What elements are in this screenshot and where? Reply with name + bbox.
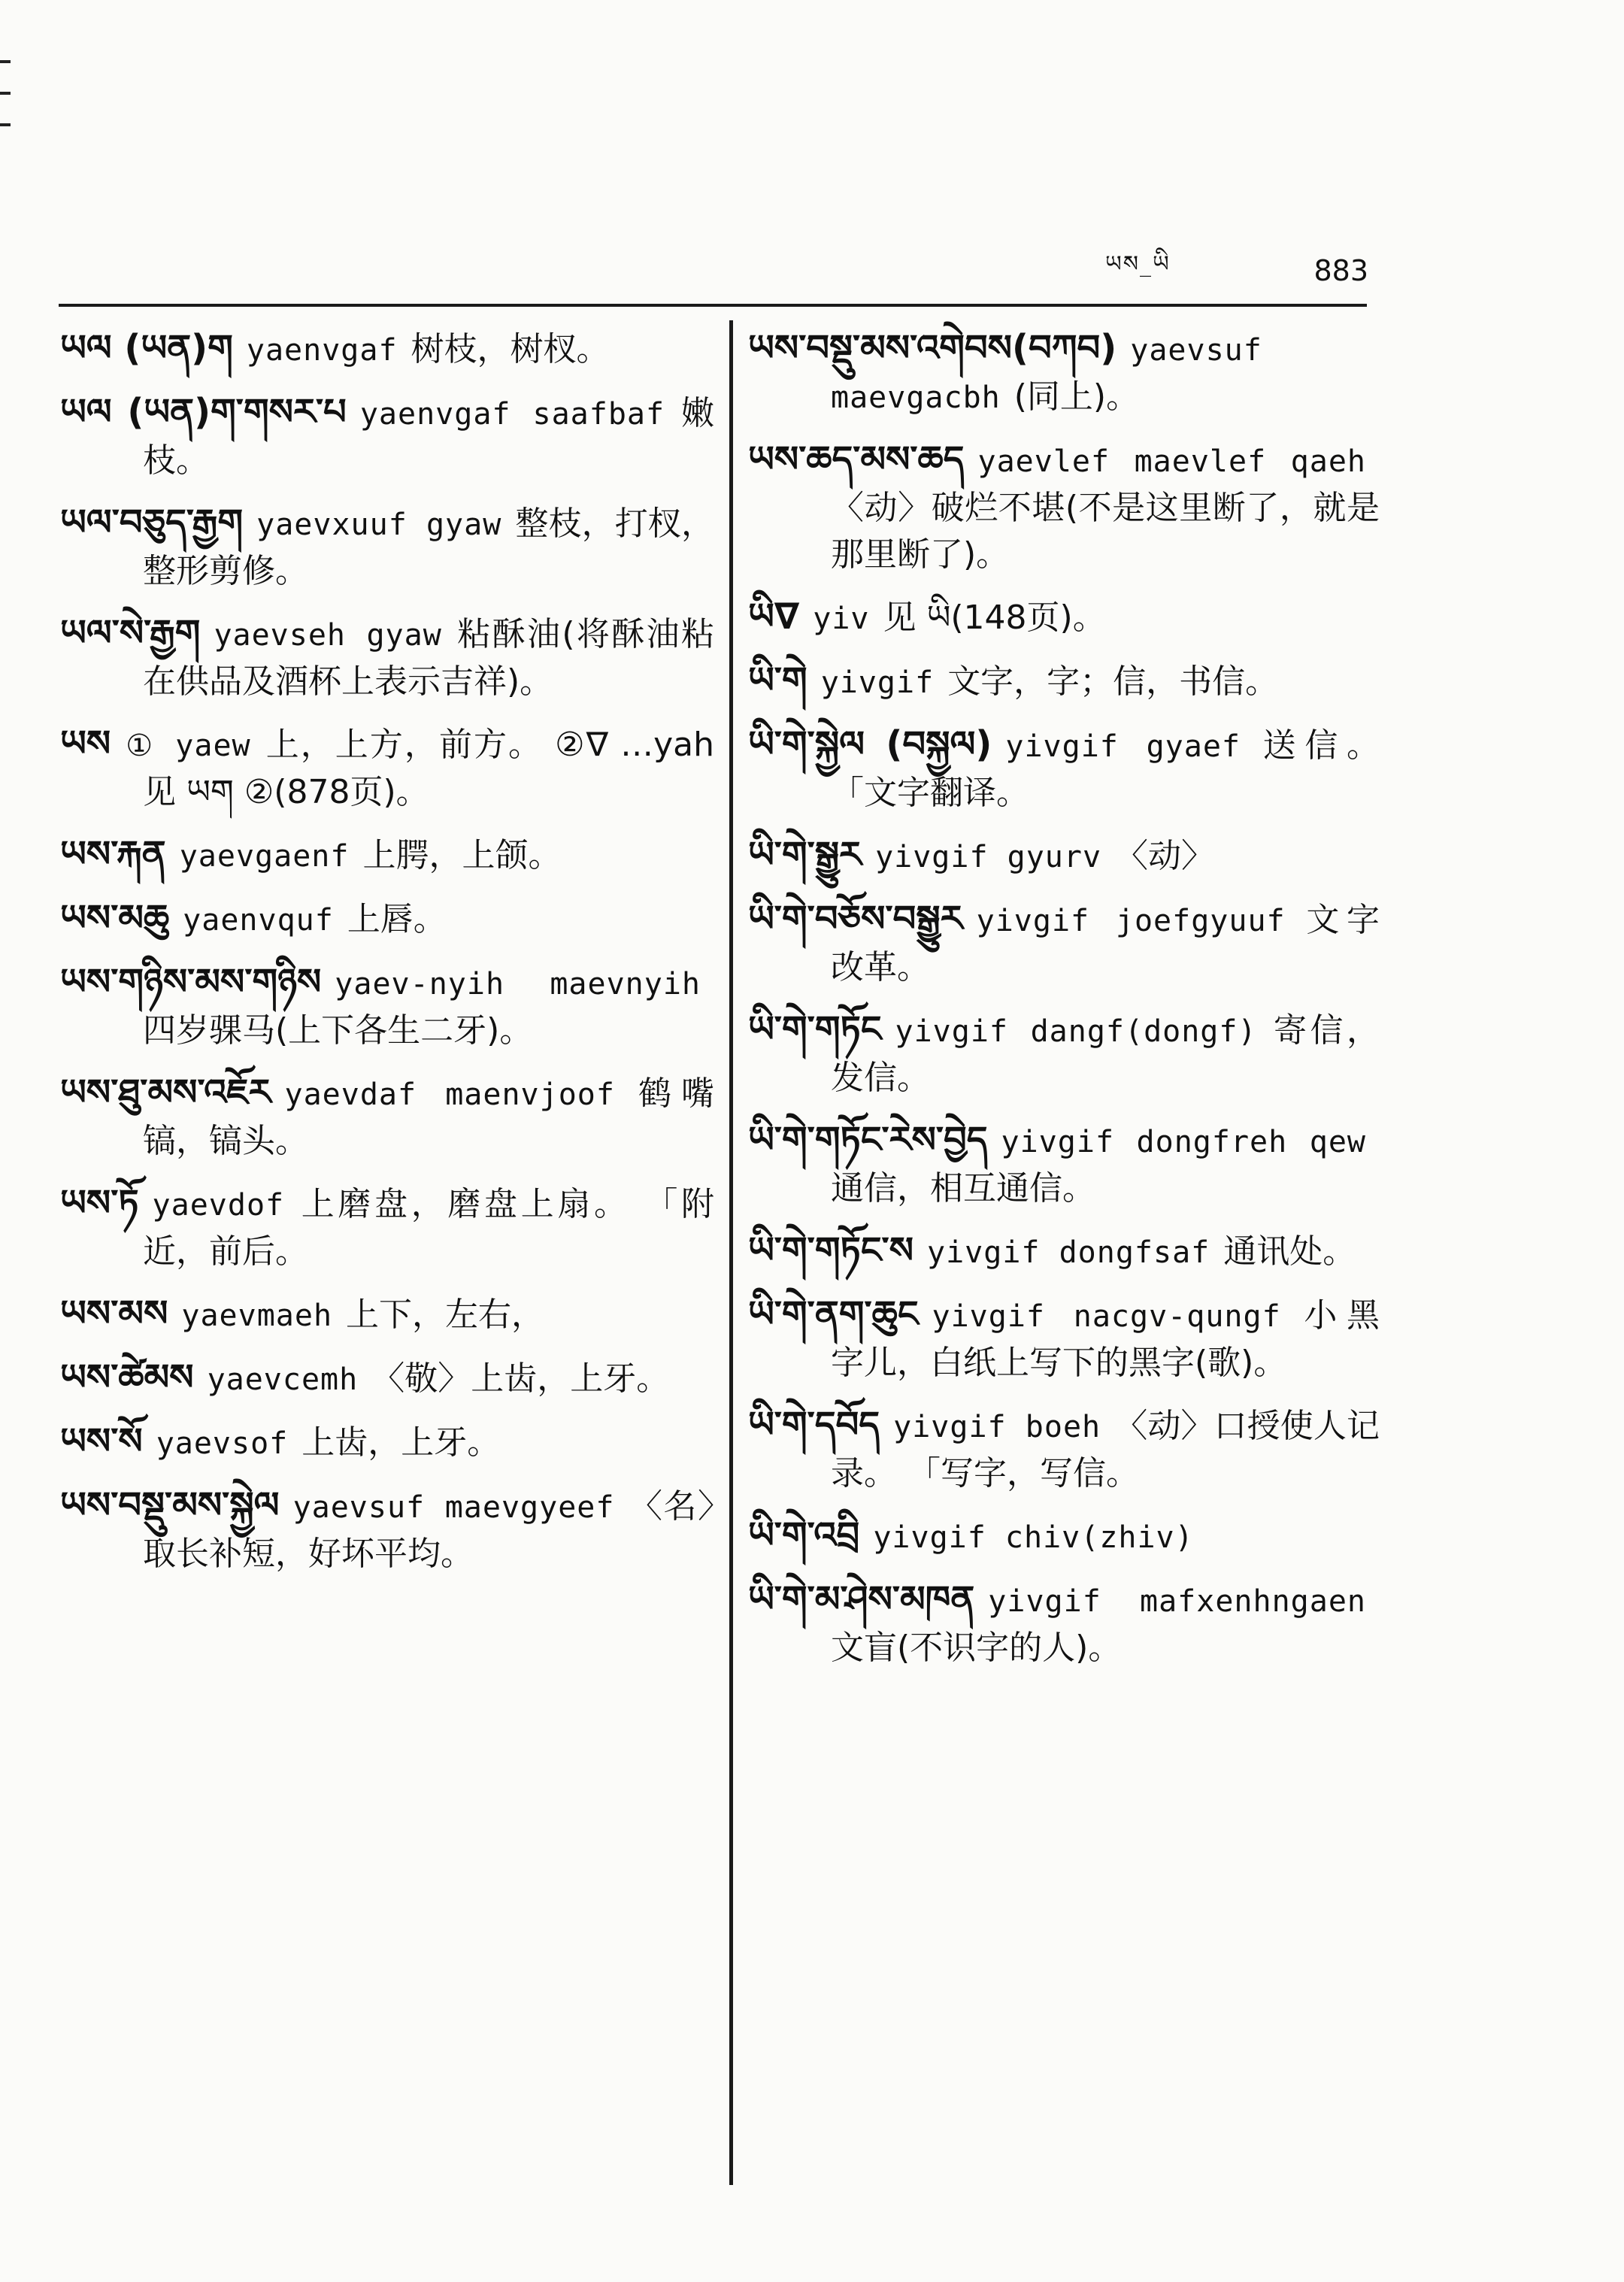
romanization: yivgif chiv(zhiv) [873, 1520, 1194, 1555]
dictionary-entry [60, 1354, 714, 1403]
definition: 〈动〉破烂不堪(不是这里断了，就是那里断了)。 [831, 489, 1380, 574]
headword: ཡས་རྐན [60, 833, 166, 875]
definition: 四岁骒马(上下各生二牙)。 [143, 1011, 533, 1050]
definition: 树枝，树杈。 [411, 330, 610, 368]
dictionary-entry [748, 593, 1380, 642]
romanization: yaevgaenf [179, 839, 350, 874]
dictionary-entry [748, 1512, 1380, 1561]
romanization: yaevdof [152, 1188, 285, 1223]
headword: ཡས་བསྡུ་མས་འགེབས(བཀབ) [748, 327, 1117, 369]
headword: ཡི་གེ་མ་ཤེས་མཁན [748, 1578, 975, 1620]
dictionary-entry [60, 499, 714, 595]
headword: ཡས་སོ [60, 1420, 143, 1462]
running-head: ཡས_ཡི [1105, 251, 1171, 277]
margin-marks [0, 60, 15, 155]
dictionary-entry [60, 1069, 714, 1165]
headword: ཡས་བསྡུ་མས་སྐྱེལ [60, 1484, 280, 1526]
headword: ཡས [60, 723, 111, 765]
column-divider [729, 320, 733, 2185]
dictionary-entry [60, 895, 714, 944]
headword: ཡས་མས [60, 1293, 168, 1335]
dictionary-entry [60, 1418, 714, 1467]
definition: 上下，左右， [346, 1296, 545, 1334]
definition: 〈动〉口授使人记录。 「写字，写信。 [831, 1407, 1380, 1493]
headword: ཡས་མཆུ [60, 897, 170, 939]
dictionary-entry [748, 1006, 1380, 1102]
definition: (同上)。 [1013, 377, 1140, 416]
romanization: yivgif dongfsaf [927, 1235, 1210, 1270]
dictionary-entry [748, 657, 1380, 706]
definition: 通讯处。 [1223, 1232, 1356, 1271]
headword: ཡི་གེ་གཏོང [748, 1008, 882, 1050]
romanization: yaevxuuf gyaw [256, 508, 502, 542]
romanization: yaevcemh [207, 1362, 359, 1397]
dictionary-entry [748, 896, 1380, 991]
romanization: yivgif gyurv [875, 840, 1102, 874]
dictionary-entry [60, 1290, 714, 1339]
romanization: yiv [813, 602, 870, 636]
dictionary-entry [60, 1482, 714, 1577]
definition: 文盲(不识字的人)。 [831, 1629, 1122, 1667]
headword: ཡས་ཚེམས [60, 1356, 194, 1399]
definition: 寄信，发信。 [831, 1011, 1380, 1097]
definition: 鹤嘴镐，镐头。 [143, 1074, 714, 1160]
dictionary-entry [748, 832, 1380, 880]
headword: ཡི∇ [748, 596, 800, 638]
definition: 上唇。 [347, 900, 447, 938]
romanization: yaevlef maevlef qaeh [977, 444, 1366, 479]
romanization: yivgif joefgyuuf [976, 904, 1286, 938]
dictionary-entry [748, 1227, 1380, 1276]
dictionary-entry [60, 831, 714, 880]
romanization: yivgif boeh [893, 1410, 1101, 1444]
definition: 嫩枝。 [143, 394, 714, 480]
dictionary-entry [60, 720, 714, 816]
definition: 上腭，上颌。 [362, 836, 562, 874]
dictionary-entry [748, 1576, 1380, 1671]
dictionary-entry [748, 1402, 1380, 1497]
dictionary-entry [60, 325, 714, 374]
headword: ཡས་ཐུ་མས་འཇོར [60, 1071, 271, 1114]
definition: 见 ཡི(148页)。 [883, 599, 1106, 637]
headword: ཡི་གེ [748, 659, 807, 702]
romanization: yaevdaf maenvjoof [284, 1077, 615, 1112]
romanization: yaev-nyih maevnyih [335, 967, 701, 1002]
romanization: yaevsuf maevgacbh [831, 333, 1262, 415]
dictionary-entry [60, 389, 714, 484]
left-column [60, 325, 714, 1593]
dictionary-entry [60, 959, 714, 1054]
headword: ཡལ་བཅུད་རྒྱག [60, 502, 244, 544]
dictionary-entry [748, 436, 1380, 578]
romanization: yaenvquf [183, 903, 334, 938]
headword: ཡལ་སེ་རྒྱག [60, 612, 201, 654]
romanization: yaevseh gyaw [214, 618, 442, 653]
romanization: yaenvgaf saafbaf [359, 397, 665, 432]
definition: 文字，字；信，书信。 [947, 662, 1279, 701]
definition: 通信，相互通信。 [831, 1169, 1095, 1208]
headword: ཡི་གེ་གཏོང་རེས་བྱེད [748, 1119, 988, 1161]
headword: ཡི་གེ་བཅོས་བསྒྱུར [748, 898, 963, 940]
romanization: yivgif [820, 665, 935, 700]
dictionary-entry [60, 1180, 714, 1275]
romanization: yaevsuf maevgyeef [292, 1490, 615, 1525]
headword: ཡི་གེ་གཏོང་ས [748, 1229, 914, 1271]
page-number: 883 [1313, 254, 1368, 287]
definition: 〈敬〉上齿，上牙。 [371, 1359, 670, 1398]
romanization: yaenvgaf [246, 333, 398, 368]
headword: ཡི་གེ་ནག་ཆུང [748, 1293, 919, 1335]
dictionary-entry [60, 610, 714, 705]
definition: 上磨盘，磨盘上扇。 「附近，前后。 [143, 1185, 714, 1271]
dictionary-entry [748, 1291, 1380, 1386]
headword: ཡི་གེ་དབོད [748, 1404, 880, 1446]
romanization: yivgif gyaef [1005, 729, 1241, 764]
dictionary-entry [748, 325, 1380, 421]
definition: 粘酥油(将酥油粘在供品及酒杯上表示吉祥)。 [143, 615, 715, 701]
definition: 送信。 「文字翻译。 [831, 726, 1380, 812]
romanization: yaevmaeh [181, 1299, 333, 1333]
headword: ཡི་གེ་སྒྱུར [748, 834, 862, 876]
definition: 上，上方，前方。 ②∇ …yah 见 ཡག ②(878页)。 [143, 726, 714, 811]
romanization: yivgif dangf(dongf) [895, 1014, 1257, 1049]
romanization: yivgif nacgv-qungf [932, 1299, 1281, 1334]
dictionary-entry [748, 721, 1380, 817]
romanization: yivgif dongfreh qew [1001, 1125, 1366, 1159]
definition: 〈名〉取长补短，好坏平均。 [143, 1487, 714, 1573]
headword: ཡི་གེ་འབྲི [748, 1514, 860, 1556]
definition: 文字改革。 [831, 901, 1380, 986]
romanization: ① yaew [124, 729, 251, 763]
definition: 〈动〉 [1115, 837, 1215, 875]
header-rule [59, 304, 1367, 307]
headword: ཡལ (ཡན)ག་གསར་པ [60, 391, 347, 433]
headword: ཡས་གཉིས་མས་གཉིས [60, 961, 322, 1003]
romanization: yivgif mafxenhngaen [988, 1584, 1366, 1619]
romanization: yaevsof [156, 1426, 289, 1461]
headword: ཡས་ཏོ [60, 1182, 139, 1224]
definition: 上齿，上牙。 [301, 1423, 501, 1462]
headword: ཡས་ཆད་མས་ཆད [748, 438, 965, 480]
definition: 小黑字儿，白纸上写下的黑字(歌)。 [831, 1296, 1380, 1382]
headword: ཡལ (ཡན)ག [60, 327, 233, 369]
definition: 整枝，打杈，整形剪修。 [143, 505, 714, 590]
page-header [1105, 248, 1368, 293]
headword: ཡི་གེ་སྐྱེལ (བསྐྱལ) [748, 723, 992, 765]
dictionary-entry [748, 1117, 1380, 1212]
right-column [748, 325, 1380, 1686]
